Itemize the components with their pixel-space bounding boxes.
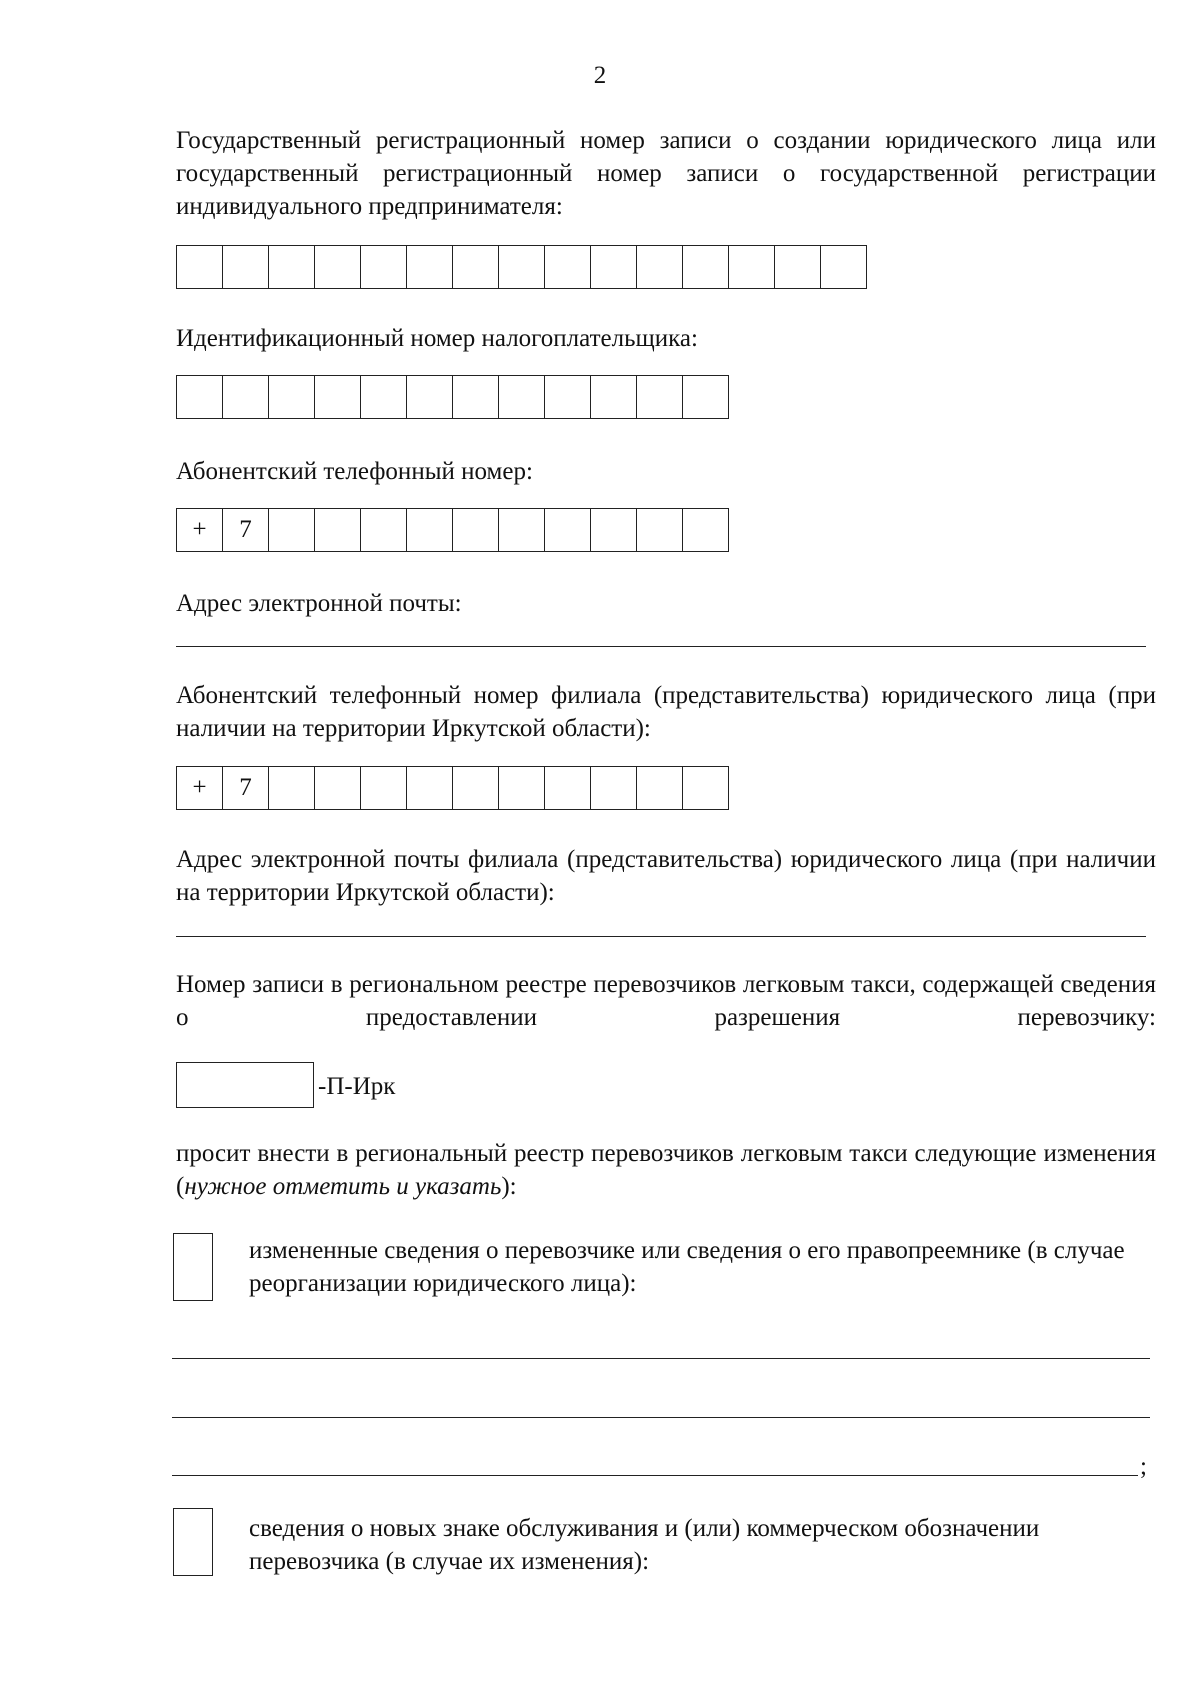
branch-email-line[interactable] bbox=[176, 936, 1146, 937]
inn-label: Идентификационный номер налогоплательщика: bbox=[176, 325, 698, 352]
branch-phone-label: Абонентский телефонный номер филиала (представительства) юридического лица (при наличии на территории Иркутской области): bbox=[176, 682, 1156, 742]
input-cell[interactable] bbox=[361, 246, 407, 288]
input-cell[interactable]: 7 bbox=[223, 509, 269, 551]
input-cell[interactable] bbox=[453, 246, 499, 288]
input-cell[interactable] bbox=[775, 246, 821, 288]
input-cell[interactable] bbox=[499, 246, 545, 288]
input-cell[interactable]: 7 bbox=[223, 767, 269, 809]
input-cell[interactable] bbox=[545, 767, 591, 809]
registry-suffix: -П-Ирк bbox=[318, 1073, 396, 1100]
input-cell[interactable] bbox=[361, 767, 407, 809]
option-1-text: измененные сведения о перевозчике или сведения о его правопреемнике (в случае реорганизации юридического лица): bbox=[249, 1237, 1125, 1297]
input-cell[interactable] bbox=[545, 509, 591, 551]
option-2-text: сведения о новых знаке обслуживания и (или) коммерческом обозначении перевозчика (в случае их изменения): bbox=[249, 1515, 1040, 1575]
input-cell[interactable] bbox=[637, 767, 683, 809]
option-1-line-1[interactable] bbox=[172, 1358, 1150, 1359]
branch-email-label: Адрес электронной почты филиала (представительства) юридического лица (при наличии на территории Иркутской области): bbox=[176, 846, 1156, 906]
page-number: 2 bbox=[593, 62, 607, 89]
input-cell[interactable] bbox=[315, 376, 361, 418]
branch-phone-cells bbox=[176, 766, 729, 810]
option-1-checkbox[interactable] bbox=[173, 1233, 213, 1301]
input-cell[interactable] bbox=[683, 376, 729, 418]
option-2-checkbox[interactable] bbox=[173, 1508, 213, 1576]
inn-cells bbox=[176, 375, 729, 419]
input-cell[interactable] bbox=[821, 246, 867, 288]
input-cell[interactable] bbox=[361, 509, 407, 551]
request-text-italic: нужное отметить и указать bbox=[184, 1173, 502, 1200]
input-cell[interactable] bbox=[499, 509, 545, 551]
registry-number-box[interactable] bbox=[176, 1062, 314, 1108]
input-cell[interactable] bbox=[683, 246, 729, 288]
input-cell[interactable] bbox=[407, 246, 453, 288]
option-1-end-mark: ; bbox=[1140, 1453, 1147, 1480]
input-cell[interactable]: + bbox=[177, 767, 223, 809]
input-cell[interactable] bbox=[177, 246, 223, 288]
option-1-line-2[interactable] bbox=[172, 1417, 1150, 1418]
option-1-line-3[interactable] bbox=[172, 1475, 1138, 1476]
ogrn-cells bbox=[176, 245, 867, 289]
input-cell[interactable] bbox=[591, 509, 637, 551]
request-text-before: просит внести в региональный реестр перевозчиков легковым такси следующие изменения ( bbox=[176, 1140, 1156, 1200]
input-cell[interactable] bbox=[683, 767, 729, 809]
registry-label: Номер записи в региональном реестре перевозчиков легковым такси, содержащей сведения о предоставлении разрешения перевозчику: bbox=[176, 971, 1156, 1031]
input-cell[interactable] bbox=[361, 376, 407, 418]
input-cell[interactable] bbox=[315, 509, 361, 551]
input-cell[interactable] bbox=[177, 376, 223, 418]
input-cell[interactable] bbox=[637, 246, 683, 288]
input-cell[interactable] bbox=[269, 509, 315, 551]
email-line[interactable] bbox=[176, 646, 1146, 647]
input-cell[interactable] bbox=[453, 509, 499, 551]
input-cell[interactable] bbox=[729, 246, 775, 288]
input-cell[interactable] bbox=[591, 767, 637, 809]
input-cell[interactable] bbox=[407, 376, 453, 418]
input-cell[interactable] bbox=[223, 246, 269, 288]
request-text-after: ): bbox=[501, 1173, 517, 1200]
input-cell[interactable] bbox=[499, 767, 545, 809]
input-cell[interactable] bbox=[499, 376, 545, 418]
input-cell[interactable] bbox=[315, 246, 361, 288]
request-text bbox=[176, 1137, 1156, 1203]
ogrn-label: Государственный регистрационный номер записи о создании юридического лица или государственный регистрационный номер записи о государственной регистрации индивидуального предпринимателя: bbox=[176, 127, 1156, 220]
input-cell[interactable] bbox=[591, 246, 637, 288]
input-cell[interactable] bbox=[407, 509, 453, 551]
input-cell[interactable] bbox=[545, 246, 591, 288]
email-label: Адрес электронной почты: bbox=[176, 590, 462, 617]
phone-cells bbox=[176, 508, 729, 552]
input-cell[interactable]: + bbox=[177, 509, 223, 551]
input-cell[interactable] bbox=[683, 509, 729, 551]
input-cell[interactable] bbox=[637, 376, 683, 418]
input-cell[interactable] bbox=[315, 767, 361, 809]
input-cell[interactable] bbox=[637, 509, 683, 551]
input-cell[interactable] bbox=[269, 246, 315, 288]
input-cell[interactable] bbox=[545, 376, 591, 418]
input-cell[interactable] bbox=[407, 767, 453, 809]
input-cell[interactable] bbox=[453, 767, 499, 809]
input-cell[interactable] bbox=[269, 767, 315, 809]
input-cell[interactable] bbox=[223, 376, 269, 418]
phone-label: Абонентский телефонный номер: bbox=[176, 458, 533, 485]
input-cell[interactable] bbox=[269, 376, 315, 418]
input-cell[interactable] bbox=[591, 376, 637, 418]
input-cell[interactable] bbox=[453, 376, 499, 418]
